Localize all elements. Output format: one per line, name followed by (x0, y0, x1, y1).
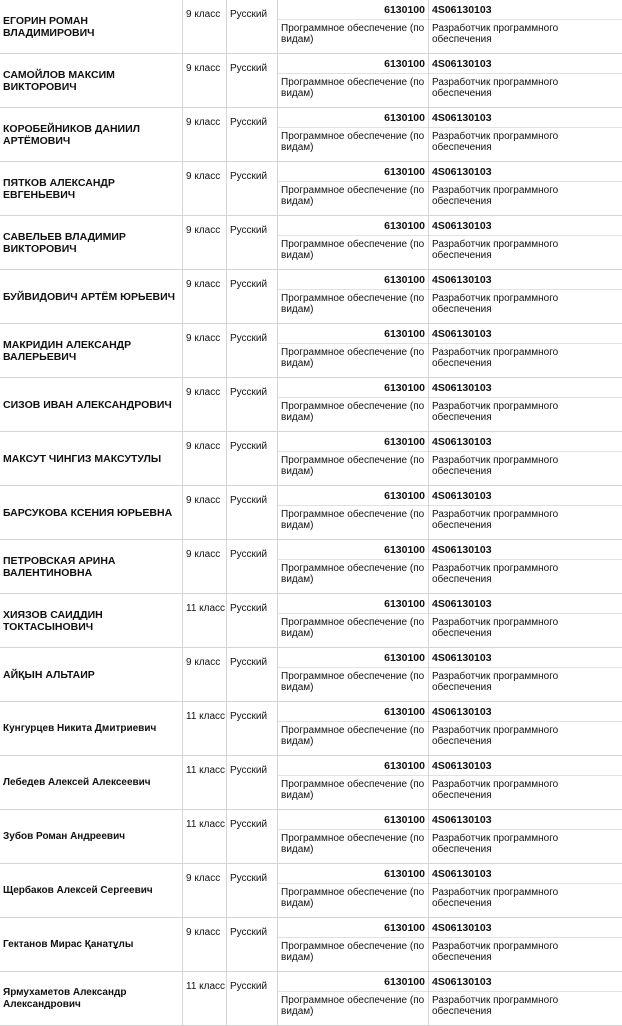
grade: 9 класс (186, 279, 221, 290)
language-cell[interactable] (227, 918, 278, 971)
qualification-cell[interactable] (429, 972, 622, 1025)
table-row (0, 972, 622, 1026)
specialty-code: 6130100 (384, 4, 425, 16)
language: Русский (230, 117, 268, 128)
table-row (0, 648, 622, 702)
grade-cell[interactable] (183, 108, 227, 161)
specialty-code: 6130100 (384, 220, 425, 232)
language: Русский (230, 63, 268, 74)
student-name-cell[interactable] (0, 270, 183, 323)
language-cell[interactable] (227, 648, 278, 701)
specialty-name: Программное обеспечение (по видам) (281, 887, 425, 909)
grade: 9 класс (186, 927, 221, 938)
qualification-code-cell[interactable] (429, 270, 622, 290)
language-cell[interactable] (227, 864, 278, 917)
specialty-code: 6130100 (384, 436, 425, 448)
qualification-cell[interactable] (429, 54, 622, 107)
qualification-name: Разработчик программного обеспечения (432, 185, 559, 207)
specialty-name: Программное обеспечение (по видам) (281, 941, 425, 963)
qualification-code-cell[interactable] (429, 378, 622, 398)
table-row (0, 864, 622, 918)
grade: 9 класс (186, 441, 221, 452)
specialty-code-cell[interactable] (278, 378, 428, 398)
specialty-code: 6130100 (384, 598, 425, 610)
specialty-code-cell[interactable] (278, 0, 428, 20)
qualification-code: 4S06130103 (432, 652, 492, 664)
student-name-cell[interactable] (0, 162, 183, 215)
specialty-cell[interactable] (278, 162, 429, 215)
qualification-cell[interactable] (429, 162, 622, 215)
specialty-cell[interactable] (278, 324, 429, 377)
qualification-code-cell[interactable] (429, 486, 622, 506)
specialty-code-cell[interactable] (278, 324, 428, 344)
qualification-code-cell[interactable] (429, 648, 622, 668)
language-cell[interactable] (227, 108, 278, 161)
qualification-code-cell[interactable] (429, 972, 622, 992)
qualification-cell[interactable] (429, 216, 622, 269)
language-cell[interactable] (227, 378, 278, 431)
grade-cell[interactable] (183, 432, 227, 485)
qualification-cell[interactable] (429, 702, 622, 755)
grade-cell[interactable] (183, 810, 227, 863)
student-name-cell[interactable] (0, 756, 183, 809)
student-name-cell[interactable] (0, 594, 183, 647)
grade-cell[interactable] (183, 756, 227, 809)
qualification-cell[interactable] (429, 108, 622, 161)
student-name-cell[interactable] (0, 864, 183, 917)
specialty-code-cell[interactable] (278, 540, 428, 560)
student-name: МАКСУТ ЧИНГИЗ МАКСУТУЛЫ (3, 452, 162, 465)
language: Русский (230, 765, 268, 776)
qualification-name: Разработчик программного обеспечения (432, 671, 559, 693)
grade: 9 класс (186, 657, 221, 668)
qualification-code: 4S06130103 (432, 706, 492, 718)
qualification-code-cell[interactable] (429, 540, 622, 560)
qualification-name: Разработчик программного обеспечения (432, 617, 559, 639)
specialty-cell[interactable] (278, 918, 429, 971)
student-name: ХИЯЗОВ САИДДИН ТОКТАСЫНОВИЧ (3, 608, 103, 633)
qualification-name: Разработчик программного обеспечения (432, 455, 559, 477)
student-name: ЕГОРИН РОМАН ВЛАДИМИРОВИЧ (3, 14, 95, 39)
language: Русский (230, 927, 268, 938)
language: Русский (230, 333, 268, 344)
student-name: КОРОБЕЙНИКОВ ДАНИИЛ АРТЁМОВИЧ (3, 122, 141, 147)
language: Русский (230, 549, 268, 560)
grade-cell[interactable] (183, 324, 227, 377)
specialty-cell[interactable] (278, 54, 429, 107)
student-name: БУЙВИДОВИЧ АРТЁМ ЮРЬЕВИЧ (3, 290, 176, 303)
specialty-cell[interactable] (278, 864, 429, 917)
qualification-code: 4S06130103 (432, 868, 492, 880)
language: Русский (230, 657, 268, 668)
qualification-code: 4S06130103 (432, 382, 492, 394)
student-name-cell[interactable] (0, 54, 183, 107)
table-row (0, 270, 622, 324)
student-name-cell[interactable] (0, 486, 183, 539)
qualification-cell[interactable] (429, 324, 622, 377)
qualification-code: 4S06130103 (432, 544, 492, 556)
specialty-code-cell[interactable] (278, 486, 428, 506)
qualification-code: 4S06130103 (432, 274, 492, 286)
specialty-name: Программное обеспечение (по видам) (281, 131, 425, 153)
table-row (0, 432, 622, 486)
specialty-cell[interactable] (278, 216, 429, 269)
grade: 9 класс (186, 63, 221, 74)
language-cell[interactable] (227, 162, 278, 215)
grade-cell[interactable] (183, 540, 227, 593)
qualification-cell[interactable] (429, 378, 622, 431)
specialty-code: 6130100 (384, 544, 425, 556)
table-row (0, 378, 622, 432)
student-name-cell[interactable] (0, 216, 183, 269)
specialty-name: Программное обеспечение (по видам) (281, 671, 425, 693)
grade-cell[interactable] (183, 648, 227, 701)
grade: 9 класс (186, 333, 221, 344)
language-cell[interactable] (227, 486, 278, 539)
grade-cell[interactable] (183, 270, 227, 323)
language: Русский (230, 441, 268, 452)
specialty-code-cell[interactable] (278, 648, 428, 668)
specialty-name: Программное обеспечение (по видам) (281, 509, 425, 531)
language-cell[interactable] (227, 756, 278, 809)
qualification-name: Разработчик программного обеспечения (432, 941, 559, 963)
qualification-code: 4S06130103 (432, 922, 492, 934)
language: Русский (230, 225, 268, 236)
language-cell[interactable] (227, 0, 278, 53)
grade: 9 класс (186, 549, 221, 560)
student-name: Щербаков Алексей Сергеевич (3, 884, 153, 896)
table-row (0, 756, 622, 810)
grade: 11 класс (186, 711, 226, 722)
specialty-name: Программное обеспечение (по видам) (281, 563, 425, 585)
qualification-name: Разработчик программного обеспечения (432, 401, 559, 423)
specialty-name: Программное обеспечение (по видам) (281, 725, 425, 747)
grade-cell[interactable] (183, 0, 227, 53)
grade: 9 класс (186, 117, 221, 128)
language-cell[interactable] (227, 54, 278, 107)
grade: 9 класс (186, 171, 221, 182)
specialty-code-cell[interactable] (278, 918, 428, 938)
qualification-cell[interactable] (429, 918, 622, 971)
specialty-name: Программное обеспечение (по видам) (281, 455, 425, 477)
specialty-cell[interactable] (278, 810, 429, 863)
student-name-cell[interactable] (0, 648, 183, 701)
table-row (0, 108, 622, 162)
specialty-code-cell[interactable] (278, 216, 428, 236)
table-row (0, 540, 622, 594)
student-name-cell[interactable] (0, 918, 183, 971)
language-cell[interactable] (227, 216, 278, 269)
language-cell[interactable] (227, 810, 278, 863)
qualification-name: Разработчик программного обеспечения (432, 347, 559, 369)
qualification-code: 4S06130103 (432, 220, 492, 232)
specialty-name: Программное обеспечение (по видам) (281, 779, 425, 801)
specialty-code-cell[interactable] (278, 594, 428, 614)
specialty-code: 6130100 (384, 58, 425, 70)
specialty-cell[interactable] (278, 972, 429, 1025)
student-name: Зубов Роман Андреевич (3, 830, 126, 842)
specialty-code-cell[interactable] (278, 270, 428, 290)
language: Русский (230, 171, 268, 182)
specialty-code: 6130100 (384, 328, 425, 340)
qualification-name: Разработчик программного обеспечения (432, 725, 559, 747)
language-cell[interactable] (227, 432, 278, 485)
qualification-code-cell[interactable] (429, 324, 622, 344)
grade: 11 класс (186, 765, 226, 776)
grade-cell[interactable] (183, 378, 227, 431)
student-name: Ярмухаметов Александр Александрович (3, 986, 127, 1010)
qualification-cell[interactable] (429, 648, 622, 701)
specialty-name: Программное обеспечение (по видам) (281, 617, 425, 639)
qualification-name: Разработчик программного обеспечения (432, 779, 559, 801)
specialty-name: Программное обеспечение (по видам) (281, 995, 425, 1017)
student-name-cell[interactable] (0, 810, 183, 863)
specialty-name: Программное обеспечение (по видам) (281, 185, 425, 207)
specialty-code-cell[interactable] (278, 432, 428, 452)
language-cell[interactable] (227, 972, 278, 1025)
specialty-name: Программное обеспечение (по видам) (281, 239, 425, 261)
student-name-cell[interactable] (0, 702, 183, 755)
qualification-name: Разработчик программного обеспечения (432, 239, 559, 261)
grade: 9 класс (186, 9, 221, 20)
table-row (0, 486, 622, 540)
grade: 11 класс (186, 603, 226, 614)
language: Русский (230, 819, 268, 830)
qualification-code-cell[interactable] (429, 108, 622, 128)
student-name: Гектанов Мирас Қанатұлы (3, 938, 134, 950)
qualification-cell[interactable] (429, 594, 622, 647)
specialty-name: Программное обеспечение (по видам) (281, 401, 425, 423)
specialty-cell[interactable] (278, 486, 429, 539)
specialty-code: 6130100 (384, 868, 425, 880)
specialty-name: Программное обеспечение (по видам) (281, 23, 425, 45)
specialty-code: 6130100 (384, 652, 425, 664)
student-name: АЙҚЫН АЛЬТАИР (3, 668, 95, 681)
student-name-cell[interactable] (0, 432, 183, 485)
language: Русский (230, 279, 268, 290)
grade-cell[interactable] (183, 54, 227, 107)
specialty-code: 6130100 (384, 706, 425, 718)
qualification-code-cell[interactable] (429, 756, 622, 776)
grade: 11 класс (186, 981, 226, 992)
specialty-code-cell[interactable] (278, 54, 428, 74)
qualification-code: 4S06130103 (432, 436, 492, 448)
qualification-code: 4S06130103 (432, 490, 492, 502)
specialty-cell[interactable] (278, 540, 429, 593)
table-row (0, 594, 622, 648)
specialty-cell[interactable] (278, 270, 429, 323)
grade-cell[interactable] (183, 216, 227, 269)
qualification-cell[interactable] (429, 432, 622, 485)
qualification-cell[interactable] (429, 864, 622, 917)
specialty-code: 6130100 (384, 490, 425, 502)
qualification-code: 4S06130103 (432, 58, 492, 70)
grade: 9 класс (186, 495, 221, 506)
specialty-code: 6130100 (384, 112, 425, 124)
qualification-code: 4S06130103 (432, 4, 492, 16)
student-name: САМОЙЛОВ МАКСИМ ВИКТОРОВИЧ (3, 68, 115, 93)
specialty-cell[interactable] (278, 594, 429, 647)
language: Русский (230, 711, 268, 722)
qualification-code: 4S06130103 (432, 166, 492, 178)
qualification-name: Разработчик программного обеспечения (432, 563, 559, 585)
grade-cell[interactable] (183, 972, 227, 1025)
qualification-cell[interactable] (429, 810, 622, 863)
qualification-code: 4S06130103 (432, 814, 492, 826)
language: Русский (230, 9, 268, 20)
language: Русский (230, 495, 268, 506)
specialty-name: Программное обеспечение (по видам) (281, 77, 425, 99)
qualification-code-cell[interactable] (429, 864, 622, 884)
specialty-code: 6130100 (384, 382, 425, 394)
language-cell[interactable] (227, 702, 278, 755)
qualification-code-cell[interactable] (429, 702, 622, 722)
table-row (0, 324, 622, 378)
table-row (0, 918, 622, 972)
specialty-cell[interactable] (278, 108, 429, 161)
grade: 9 класс (186, 387, 221, 398)
grade: 9 класс (186, 225, 221, 236)
specialty-cell[interactable] (278, 702, 429, 755)
language-cell[interactable] (227, 324, 278, 377)
student-name: Кунгурцев Никита Дмитриевич (3, 722, 157, 734)
language-cell[interactable] (227, 594, 278, 647)
language: Русский (230, 873, 268, 884)
qualification-cell[interactable] (429, 270, 622, 323)
language: Русский (230, 603, 268, 614)
qualification-code-cell[interactable] (429, 594, 622, 614)
qualification-name: Разработчик программного обеспечения (432, 23, 559, 45)
qualification-name: Разработчик программного обеспечения (432, 131, 559, 153)
specialty-code-cell[interactable] (278, 108, 428, 128)
grade-cell[interactable] (183, 486, 227, 539)
specialty-cell[interactable] (278, 756, 429, 809)
qualification-code-cell[interactable] (429, 162, 622, 182)
qualification-code-cell[interactable] (429, 0, 622, 20)
qualification-name: Разработчик программного обеспечения (432, 77, 559, 99)
specialty-code: 6130100 (384, 760, 425, 772)
qualification-cell[interactable] (429, 486, 622, 539)
table-row (0, 0, 622, 54)
qualification-code: 4S06130103 (432, 976, 492, 988)
qualification-code-cell[interactable] (429, 810, 622, 830)
table-row (0, 54, 622, 108)
qualification-cell[interactable] (429, 756, 622, 809)
qualification-name: Разработчик программного обеспечения (432, 293, 559, 315)
student-name-cell[interactable] (0, 0, 183, 53)
qualification-code-cell[interactable] (429, 216, 622, 236)
student-name-cell[interactable] (0, 108, 183, 161)
qualification-code: 4S06130103 (432, 112, 492, 124)
specialty-code-cell[interactable] (278, 972, 428, 992)
specialty-code-cell[interactable] (278, 756, 428, 776)
specialty-cell[interactable] (278, 432, 429, 485)
specialty-code-cell[interactable] (278, 702, 428, 722)
student-name: ПЕТРОВСКАЯ АРИНА ВАЛЕНТИНОВНА (3, 554, 116, 579)
grade-cell[interactable] (183, 162, 227, 215)
table-row (0, 162, 622, 216)
qualification-code: 4S06130103 (432, 760, 492, 772)
specialty-code-cell[interactable] (278, 162, 428, 182)
student-name-cell[interactable] (0, 540, 183, 593)
grade-cell[interactable] (183, 594, 227, 647)
grade: 11 класс (186, 819, 226, 830)
specialty-name: Программное обеспечение (по видам) (281, 347, 425, 369)
grade: 9 класс (186, 873, 221, 884)
student-name: ПЯТКОВ АЛЕКСАНДР ЕВГЕНЬЕВИЧ (3, 176, 115, 201)
grade-cell[interactable] (183, 864, 227, 917)
table-row (0, 810, 622, 864)
specialty-cell[interactable] (278, 378, 429, 431)
language: Русский (230, 387, 268, 398)
qualification-name: Разработчик программного обеспечения (432, 887, 559, 909)
table-row (0, 216, 622, 270)
specialty-code-cell[interactable] (278, 810, 428, 830)
language-cell[interactable] (227, 270, 278, 323)
specialty-code: 6130100 (384, 274, 425, 286)
student-name: МАКРИДИН АЛЕКСАНДР ВАЛЕРЬЕВИЧ (3, 338, 132, 363)
specialty-cell[interactable] (278, 0, 429, 53)
student-name: САВЕЛЬЕВ ВЛАДИМИР ВИКТОРОВИЧ (3, 230, 126, 255)
table-row (0, 702, 622, 756)
specialty-code: 6130100 (384, 166, 425, 178)
qualification-cell[interactable] (429, 0, 622, 53)
qualification-code-cell[interactable] (429, 54, 622, 74)
qualification-cell[interactable] (429, 540, 622, 593)
qualification-name: Разработчик программного обеспечения (432, 995, 559, 1017)
student-name-cell[interactable] (0, 378, 183, 431)
qualification-name: Разработчик программного обеспечения (432, 509, 559, 531)
student-name-cell[interactable] (0, 324, 183, 377)
qualification-code-cell[interactable] (429, 918, 622, 938)
qualification-name: Разработчик программного обеспечения (432, 833, 559, 855)
grade-cell[interactable] (183, 702, 227, 755)
language-cell[interactable] (227, 540, 278, 593)
specialty-code-cell[interactable] (278, 864, 428, 884)
specialty-name: Программное обеспечение (по видам) (281, 293, 425, 315)
specialty-code: 6130100 (384, 814, 425, 826)
grade-cell[interactable] (183, 918, 227, 971)
qualification-code-cell[interactable] (429, 432, 622, 452)
specialty-code: 6130100 (384, 922, 425, 934)
qualification-code: 4S06130103 (432, 328, 492, 340)
student-name: БАРСУКОВА КСЕНИЯ ЮРЬЕВНА (3, 506, 173, 519)
specialty-code: 6130100 (384, 976, 425, 988)
specialty-name: Программное обеспечение (по видам) (281, 833, 425, 855)
qualification-code: 4S06130103 (432, 598, 492, 610)
student-name: Лебедев Алексей Алексеевич (3, 776, 151, 788)
student-name-cell[interactable] (0, 972, 183, 1025)
specialty-cell[interactable] (278, 648, 429, 701)
student-name: СИЗОВ ИВАН АЛЕКСАНДРОВИЧ (3, 398, 172, 411)
language: Русский (230, 981, 268, 992)
